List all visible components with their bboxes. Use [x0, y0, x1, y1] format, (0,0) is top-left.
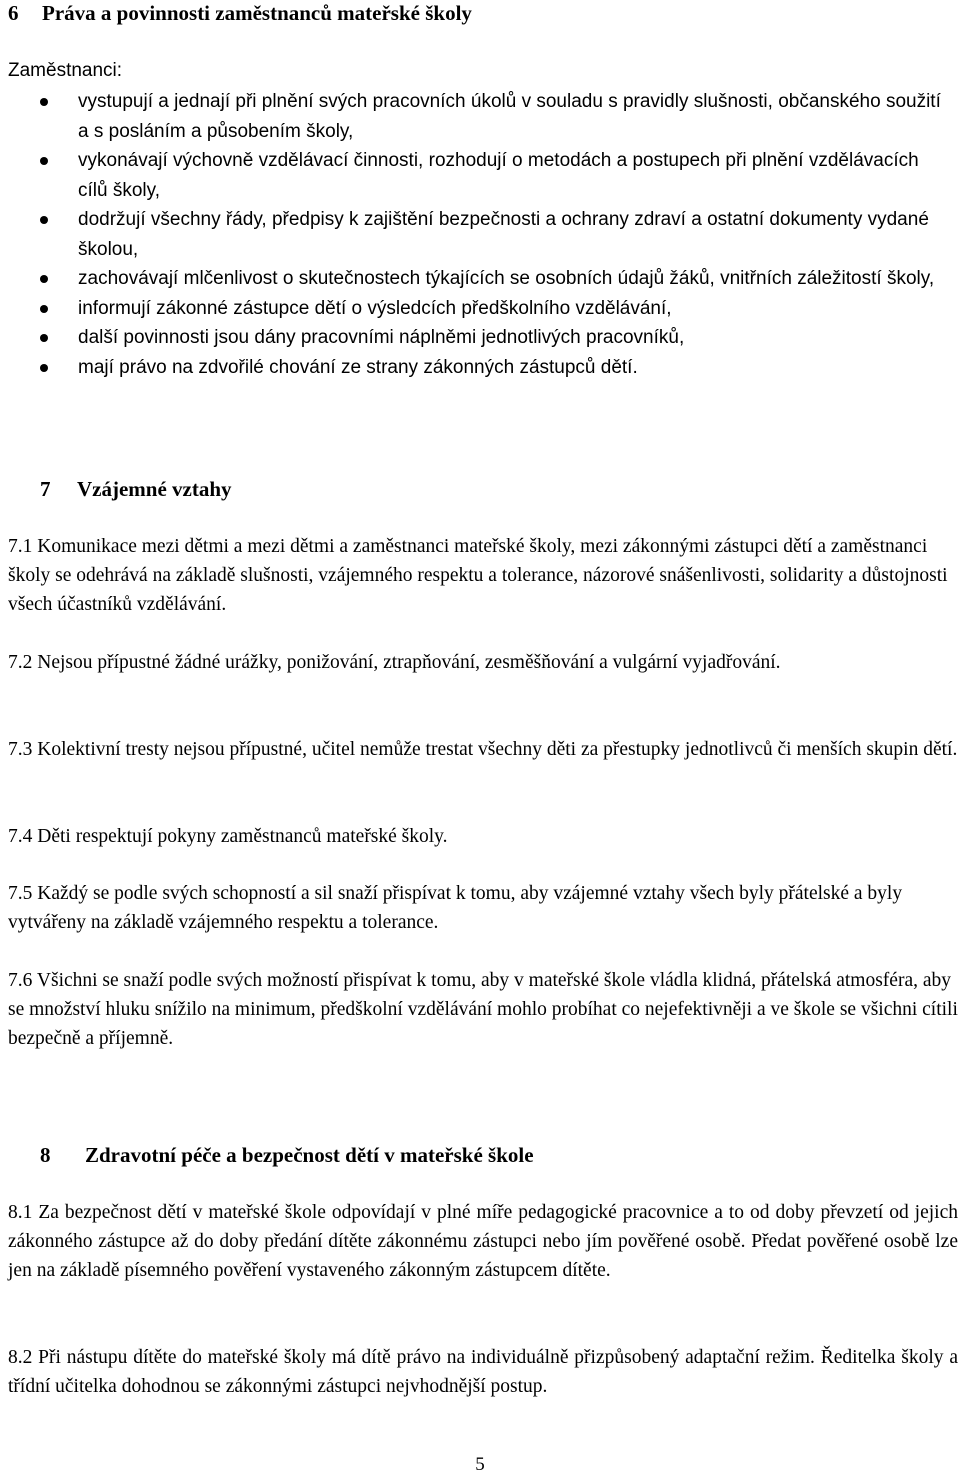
paragraph-8-1: 8.1 Za bezpečnost dětí v mateřské škole odpovídají v plné míře pedagogické pracovnice a to od doby převzetí od jejich zákonného zástupce až do doby předání dítěte zákonnému zástupci nebo jím pověřené osobě. Předat pověřené osobě lze jen na základě písemného pověření vystaveného zákonným zástupcem dítěte. [8, 1202, 958, 1281]
section-7-number: 7 [40, 477, 51, 501]
list-item [0, 205, 960, 264]
paragraph-8-2: 8.2 Při nástupu dítěte do mateřské školy má dítě právo na individuálně přizpůsobený adaptační režim. Ředitelka školy a třídní učitelka dohodnou se zákonnými zástupci nejvhodnější postup. [8, 1347, 958, 1397]
list-item-text: další povinnosti jsou dány pracovními náplněmi jednotlivých pracovníků, [78, 327, 685, 348]
bullet-icon [40, 364, 48, 372]
list-item [0, 87, 960, 146]
section-6-number: 6 [8, 1, 19, 25]
section-8-heading [40, 1142, 534, 1168]
bullet-icon [40, 157, 48, 165]
bullet-icon [40, 216, 48, 224]
bullet-icon [40, 305, 48, 313]
employees-intro: Zaměstnanci: [8, 60, 123, 81]
paragraph-7-6: 7.6 Všichni se snaží podle svých možností přispívat k tomu, aby v mateřské škole vládla klidná, přátelská atmosféra, aby se množství hluku snížilo na minimum, předškolní vzdělávání mohlo probíhat co nejefektivněji a ve škole se všichni cítili bezpečně a příjemně. [8, 970, 958, 1049]
list-item-text: informují zákonné zástupce dětí o výsledcích předškolního vzdělávání, [78, 297, 672, 319]
list-item [0, 294, 960, 324]
list-item-text: mají právo na zdvořilé chování ze strany zákonných zástupců dětí. [78, 356, 638, 378]
list-item-text: vykonávají výchovně vzdělávací činnosti, rozhodují o metodách a postupech při plnění vzdělávacích cílů školy, [78, 150, 919, 201]
list-item [0, 323, 960, 353]
paragraph-7-4: 7.4 Děti respektují pokyny zaměstnanců mateřské školy. [8, 826, 448, 847]
paragraph-7-5: 7.5 Každý se podle svých schopností a sil snaží přispívat k tomu, aby vzájemné vztahy všech byly přátelské a byly vytvářeny na základě vzájemného respektu a tolerance. [8, 883, 903, 933]
section-6-heading [8, 0, 472, 26]
list-item-text: vystupují a jednají při plnění svých pracovních úkolů v souladu s pravidly slušnosti, občanského soužití a s posláním a působením školy, [78, 91, 941, 142]
section-8-number: 8 [40, 1143, 51, 1167]
section-7-title: Vzájemné vztahy [77, 477, 232, 501]
list-item-text: dodržují všechny řády, předpisy k zajištění bezpečnosti a ochrany zdraví a ostatní dokumenty vydané školou, [78, 209, 929, 260]
list-item [0, 353, 960, 383]
bullet-icon [40, 334, 48, 342]
page-number: 5 [475, 1454, 485, 1475]
section-6-title: Práva a povinnosti zaměstnanců mateřské školy [42, 1, 472, 25]
section-8-title: Zdravotní péče a bezpečnost dětí v mateřské škole [85, 1143, 534, 1167]
list-item [0, 146, 960, 205]
paragraph-7-2: 7.2 Nejsou přípustné žádné urážky, ponižování, ztrapňování, zesměšňování a vulgární vyjadřování. [8, 652, 781, 673]
list-item [0, 264, 960, 294]
paragraph-7-3: 7.3 Kolektivní tresty nejsou přípustné, učitel nemůže trestat všechny děti za přestupky jednotlivců či menších skupin dětí. [8, 739, 958, 760]
bullet-icon [40, 275, 48, 283]
paragraph-7-1: 7.1 Komunikace mezi dětmi a mezi dětmi a zaměstnanci mateřské školy, mezi zákonnými zástupci dětí a zaměstnanci školy se odehrává na základě slušnosti, vzájemného respektu a tolerance, názorové snášenlivosti, solidarity a důstojnosti všech účastníků vzdělávání. [8, 536, 948, 615]
bullet-icon [40, 98, 48, 106]
section-7-heading [40, 476, 232, 502]
list-item-text: zachovávají mlčenlivost o skutečnostech týkajících se osobních údajů žáků, vnitřních záležitostí školy, [78, 268, 935, 289]
employee-duties-list [0, 87, 960, 382]
